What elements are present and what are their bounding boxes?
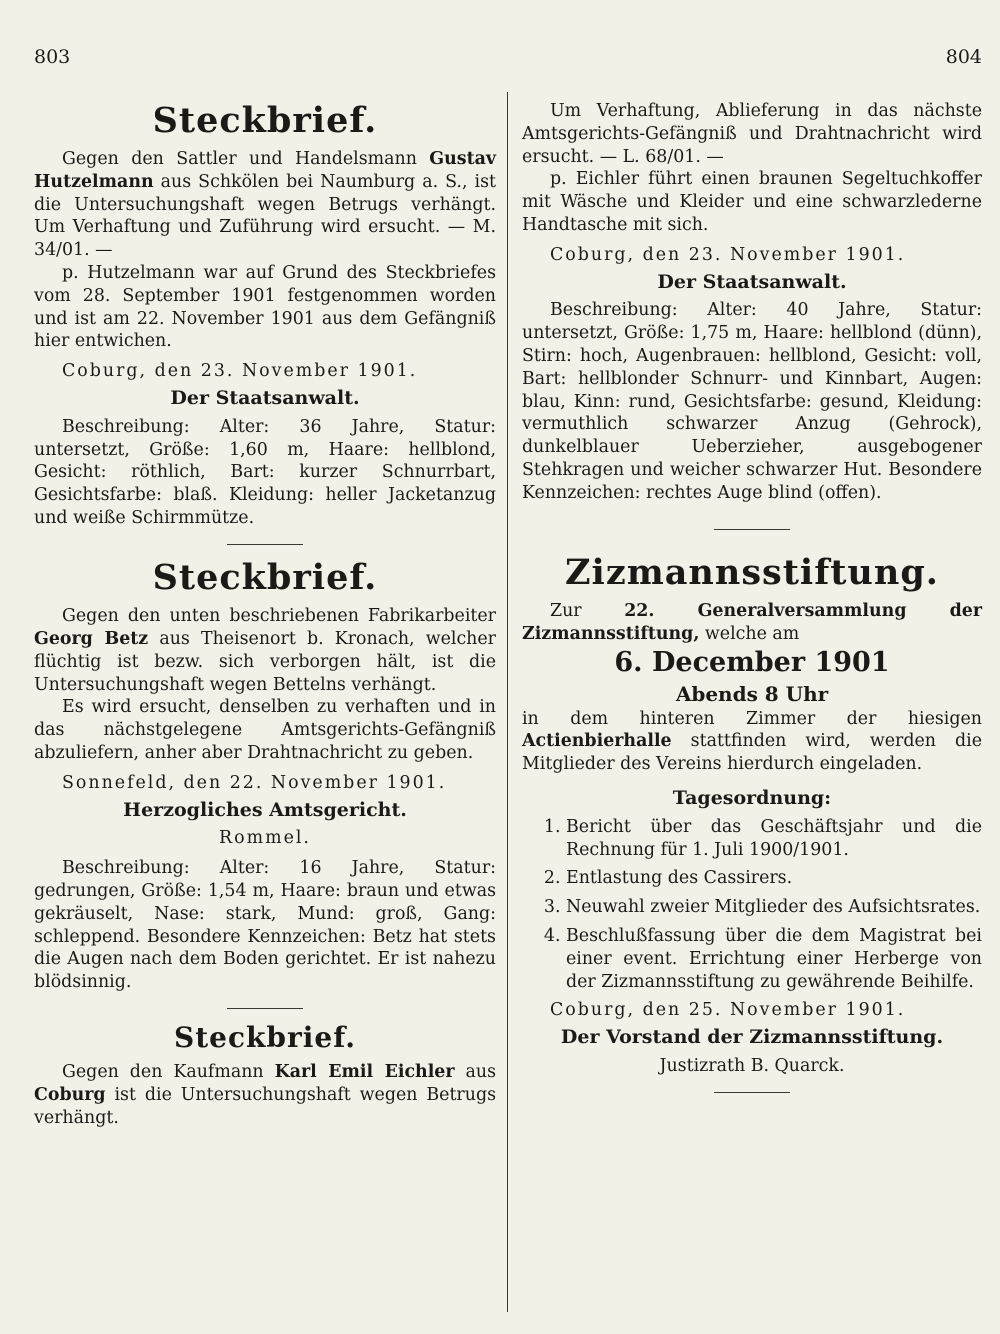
text: stattfinden wird, werden die Mitglieder des Vereins hierdurch eingeladen. [522,731,982,775]
page-number-left: 803 [34,46,71,68]
agenda-item: 4. Beschlußfassung über die dem Magistrat bei einer event. Errichtung einer Herberge von der Zizmannsstiftung zu gewährende Beihilfe. [566,925,982,993]
notice-eichler [34,1021,496,1129]
place-name: Coburg [34,1085,106,1106]
meeting-date: 6. December 1901 [614,646,890,678]
agenda-item: 1. Bericht über das Geschäftsjahr und die Rechnung für 1. Juli 1900/1901. [566,816,982,862]
text: Gegen den unten beschriebenen Fabrikarbeiter [62,606,496,627]
place-date: Coburg, den 23. November 1901. [62,361,418,382]
section-rule [227,544,303,545]
text: Gegen den Kaufmann [62,1062,275,1083]
page-number-right: 804 [945,46,982,68]
notice-paragraph [34,148,496,262]
text: Zur [550,600,625,621]
text: ist die Untersuchungshaft wegen Betrugs verhängt. [34,1085,496,1128]
notice-paragraph: p. Eichler führt einen braunen Segeltuchkoffer mit Wäsche und Kleider und eine schwarzlederne Handtasche mit sich. [522,169,982,235]
meeting-name: 22. Generalversammlung der Zizmannsstiftung, [522,600,982,644]
notice-paragraph [34,605,496,696]
notice-zizmannsstiftung [522,552,982,1078]
venue-name: Actienbierhalle [522,731,672,752]
notice-hutzelmann [34,100,496,530]
section-rule [714,529,790,530]
text: aus Theisenort b. Kronach, welcher flüchtig ist bezw. sich verborgen hält, ist die Untersuchungshaft wegen Bettelns verhängt. [34,628,496,695]
text: aus Schkölen bei Naumburg a. S., ist die Untersuchungshaft wegen Betrugs verhängt. Um Verhaftung und Zuführung wird ersucht. — M. 34/01. — [34,171,496,261]
notice-eichler-continued [522,100,982,505]
agenda-title: Tagesordnung: [672,786,832,809]
left-column [34,100,496,1130]
right-column [522,100,982,1105]
place-date: Coburg, den 25. November 1901. [550,1000,906,1021]
notice-betz [34,557,496,994]
text: welche am [699,623,800,644]
section-rule [714,1092,790,1093]
signature: Der Staatsanwalt. [170,386,360,409]
notice-title: Zizmannsstiftung. [565,551,939,593]
column-divider [507,92,508,1312]
description: Beschreibung: Alter: 36 Jahre, Statur: untersetzt, Größe: 1,60 m, Haare: hellblond, Gesicht: röthlich, Bart: kurzer Schnurrbart, Gesichtsfarbe: blaß. Kleidung: heller Jacketanzug und weiße Schirmmütze. [34,416,496,528]
signer: Justizrath B. Quarck. [659,1055,845,1076]
place-date: Sonnefeld, den 22. November 1901. [62,772,447,793]
notice-paragraph [522,708,982,776]
agenda-item: 2. Entlastung des Cassirers. [566,867,982,890]
meeting-time: Abends 8 Uhr [675,681,829,706]
notice-title: Steckbrief. [174,1021,356,1055]
notice-paragraph: Um Verhaftung, Ablieferung in das nächste Amtsgerichts-Gefängniß und Drahtnachricht wird ersucht. — L. 68/01. — [522,101,982,167]
section-rule [227,1008,303,1009]
text: Gegen den Sattler und Handelsmann [62,149,430,169]
signature: Der Staatsanwalt. [657,270,847,293]
notice-title: Steckbrief. [152,100,378,141]
signer: Rommel. [219,828,311,849]
agenda-item: 3. Neuwahl zweier Mitglieder des Aufsichtsrates. [566,896,982,919]
notice-paragraph [522,600,982,646]
notice-paragraph: p. Hutzelmann war auf Grund des Steckbriefes vom 28. September 1901 festgenommen worden und ist am 22. November 1901 aus dem Gefängniß hier entwichen. [34,262,496,352]
person-name: Karl Emil Eichler [274,1062,455,1083]
person-name: Georg Betz [34,628,149,649]
notice-paragraph: Es wird ersucht, denselben zu verhaften und in das nächstgelegene Amtsgerichts-Gefängniß abzuliefern, anher aber Drahtnachricht zu geben. [34,697,496,763]
notice-paragraph [34,1061,496,1129]
signature: Der Vorstand der Zizmannsstiftung. [560,1026,944,1049]
agenda-list [522,816,982,994]
person-name: Gustav Hutzelmann [34,149,496,192]
signature: Herzogliches Amtsgericht. [123,798,407,821]
place-date: Coburg, den 23. November 1901. [550,244,906,265]
text: aus [454,1062,496,1083]
description: Beschreibung: Alter: 40 Jahre, Statur: untersetzt, Größe: 1,75 m, Haare: hellblond (dünn), Stirn: hoch, Augenbrauen: hellblond, Gesicht: voll, Bart: hellblonder Schnurr- und Kinnbart, Augen: blau, Kinn: rund, Gesichtsfarbe: gesund, Kleidung: vermuthlich schwarzer Anzug (Gehrock), dunkelblauer Ueberzieher, ausgebogener Stehkragen und weicher schwarzer Hut. Besondere Kennzeichen: rechtes Auge blind (offen). [522,300,982,503]
text: in dem hinteren Zimmer der hiesigen [522,708,982,729]
description: Beschreibung: Alter: 16 Jahre, Statur: gedrungen, Größe: 1,54 m, Haare: braun und etwas gekräuselt, Nase: stark, Mund: groß, Gang: schleppend. Besondere Kennzeichen: Betz hat stets die Augen nach dem Boden gerichtet. Er ist nahezu blödsinnig. [34,858,496,993]
notice-title: Steckbrief. [152,557,378,599]
